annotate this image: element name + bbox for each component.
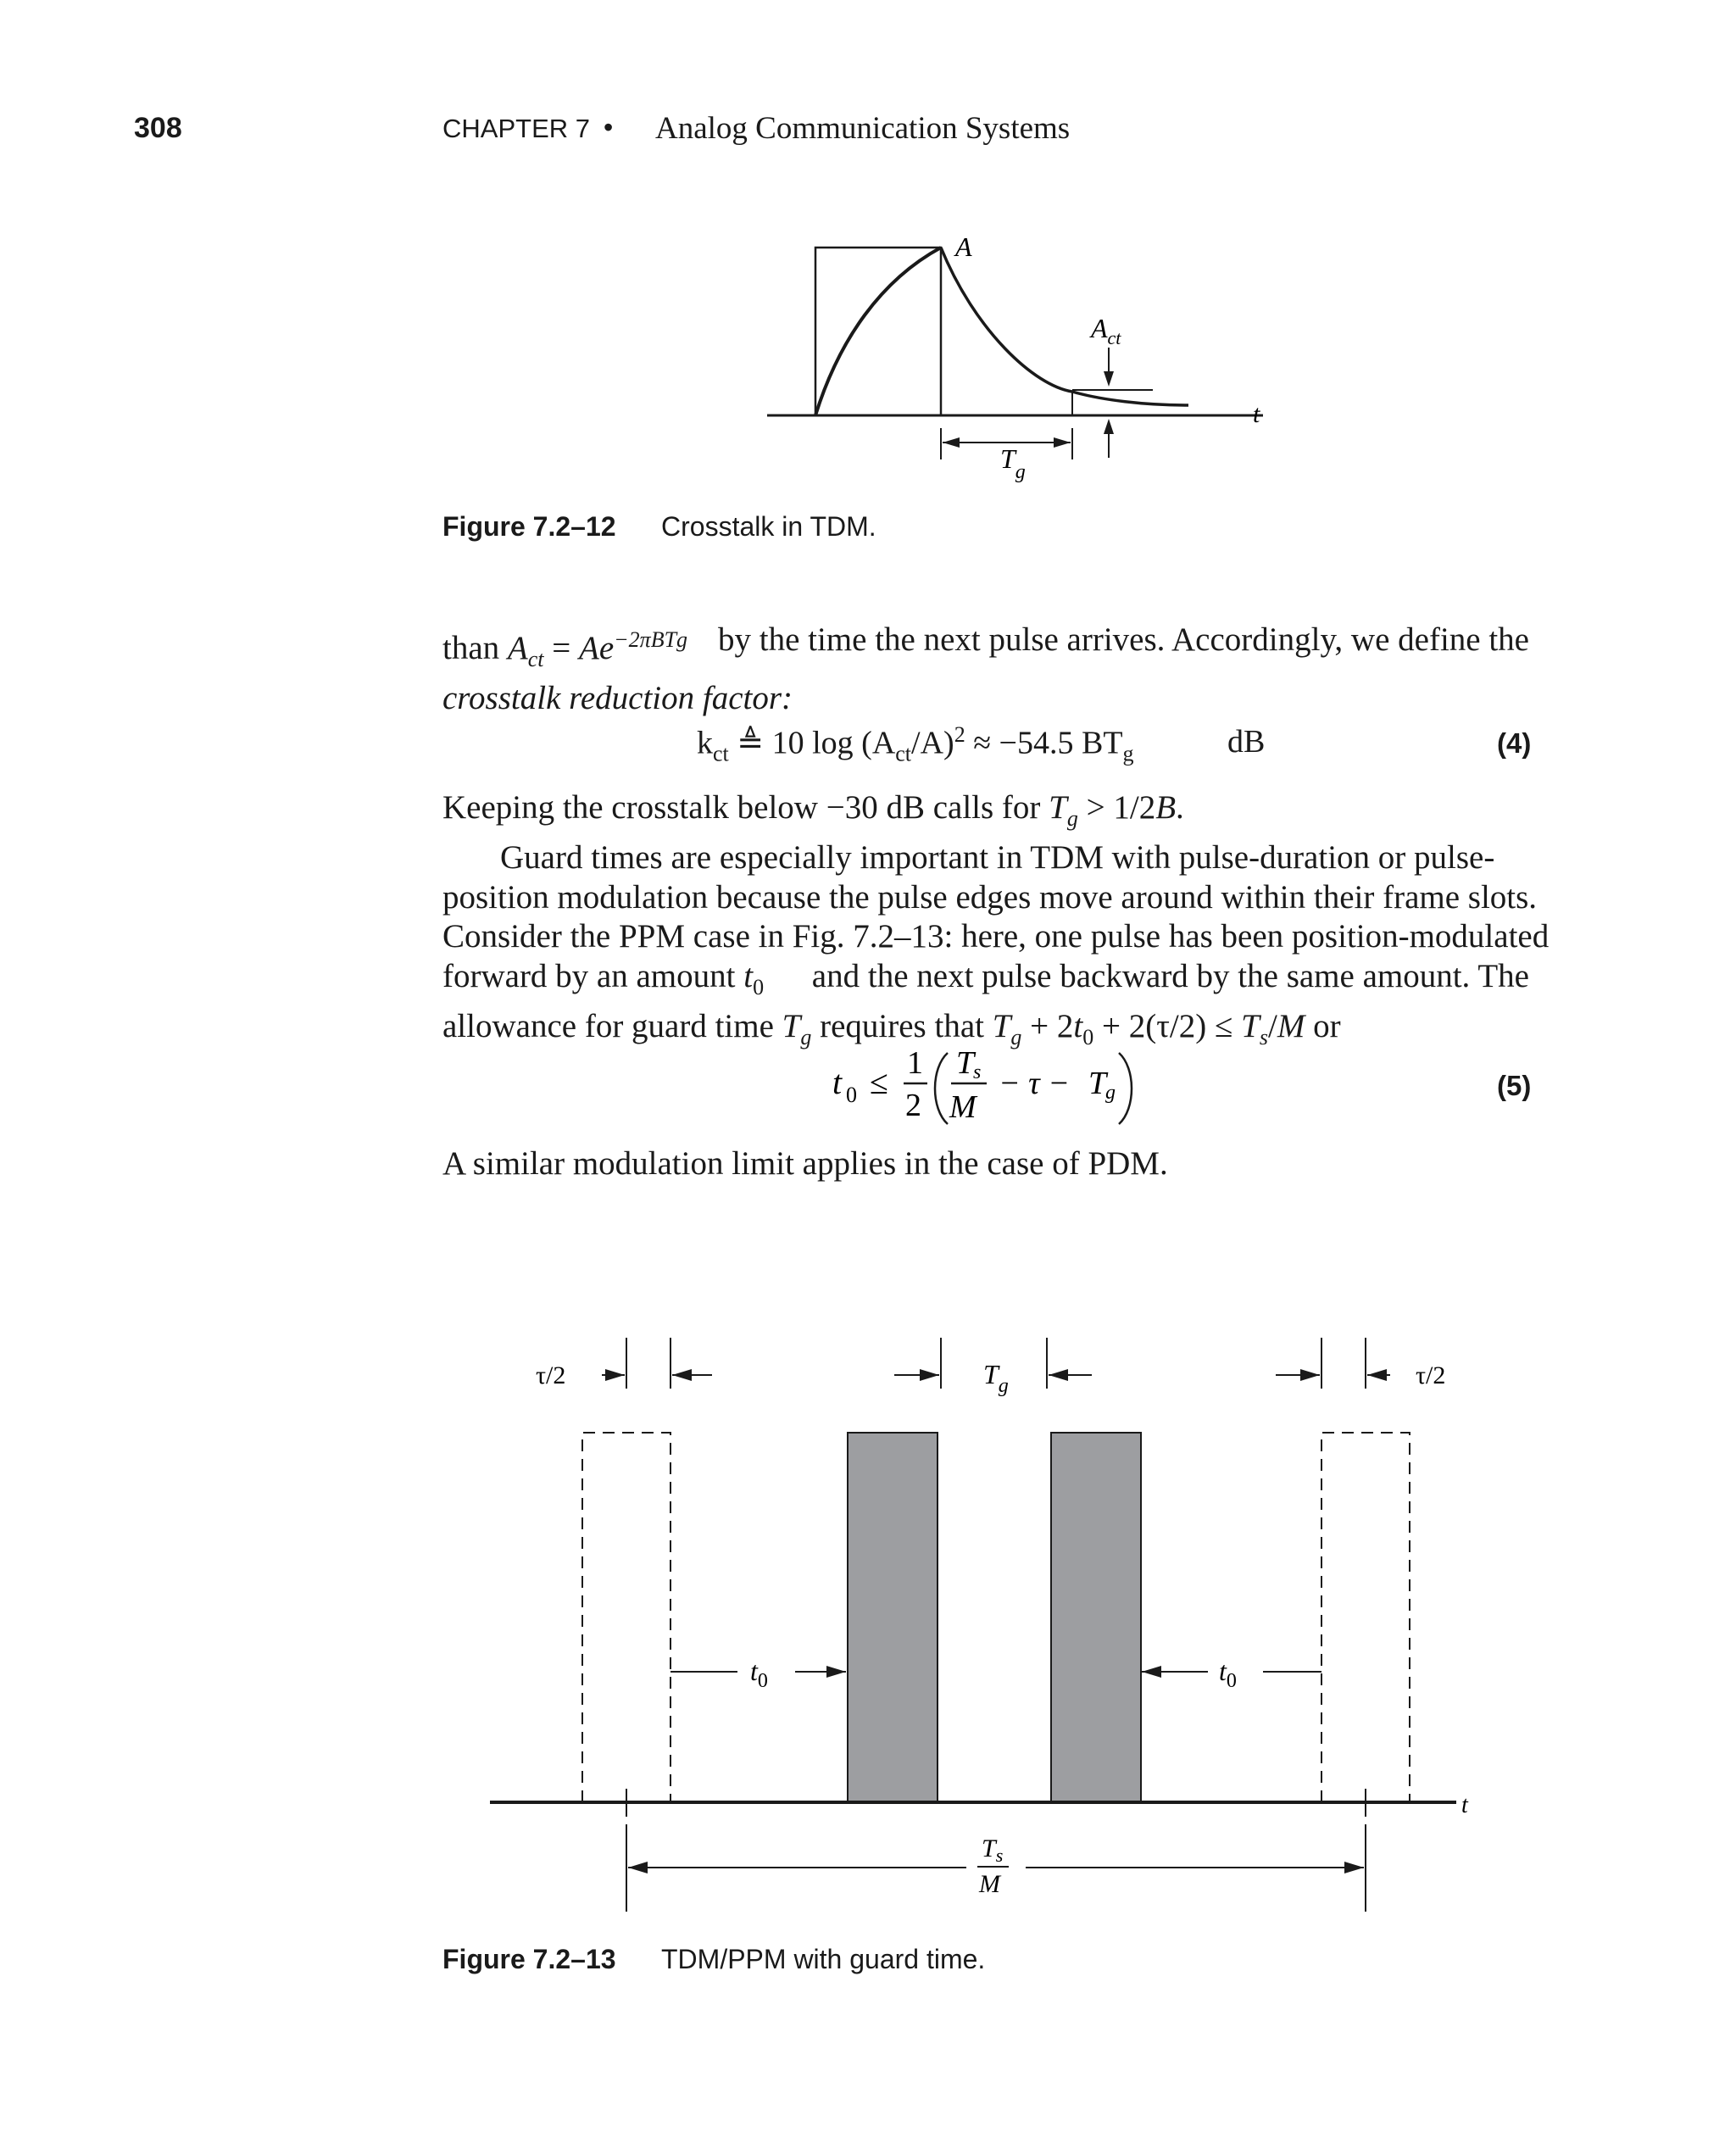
rise-curve	[815, 248, 941, 415]
text-line: crosstalk reduction factor:	[442, 680, 793, 717]
chapter-title: Analog Communication Systems	[655, 111, 1071, 146]
svg-text:g: g	[1105, 1082, 1116, 1104]
equation-5-number: (5)	[1497, 1070, 1532, 1101]
label-t0-left: $t_0$	[750, 1656, 768, 1692]
svg-text:T: T	[1088, 1066, 1107, 1101]
svg-text:0: 0	[846, 1083, 857, 1107]
dashed-pulse-left	[582, 1433, 670, 1802]
chapter-label: CHAPTER 7	[442, 114, 590, 143]
text-line: position modulation because the pulse edges move around within their frame slots.	[442, 878, 1538, 916]
svg-text:t: t	[832, 1063, 843, 1101]
svg-text:T: T	[956, 1045, 975, 1081]
label-t-axis: t	[1253, 400, 1260, 428]
header-separator: •	[604, 112, 614, 142]
label-Act: $A_{ct}$	[1091, 313, 1121, 348]
label-t0-right: $t_0$	[1219, 1656, 1237, 1692]
paragraph-intro	[442, 621, 1529, 719]
text-line: Guard times are especially important in TDM with pulse-duration or pulse-	[500, 839, 1495, 877]
svg-text:≤: ≤	[870, 1063, 888, 1101]
text-line: forward by an amount $t_0$ and the next pulse backward by the same amount. The	[442, 957, 1529, 999]
paragraph-guard-times	[442, 788, 1550, 1057]
figure-13-caption: TDM/PPM with guard time.	[661, 1944, 986, 1974]
paragraph-pdm: A similar modulation limit applies in the case of PDM.	[442, 1145, 1168, 1182]
label-tau-half-left: τ/2	[536, 1361, 566, 1389]
label-Tg-2: $T_g$	[983, 1359, 1009, 1397]
decay-curve	[941, 248, 1188, 405]
figure-13-label: Figure 7.2–13	[442, 1944, 616, 1974]
text-line: allowance for guard time $T_g$ requires that $T_g + 2t_0 + 2(\tau/2) \le T_s/M$ or	[442, 1008, 1341, 1049]
rect-pulse	[815, 248, 941, 415]
equation-4-unit: dB	[1227, 724, 1266, 760]
pulse-backward	[1051, 1433, 1141, 1802]
equation-5	[814, 1034, 1170, 1127]
label-Ts: $T_s$	[982, 1834, 1004, 1866]
svg-text:2: 2	[905, 1088, 921, 1123]
label-tau-half-right: τ/2	[1416, 1361, 1446, 1389]
svg-text:− τ −: − τ −	[999, 1066, 1070, 1101]
text-line: than $A_{ct} = Ae^{-2\pi BTg}$ by the time the next pulse arrives. Accordingly, we define the	[442, 621, 1529, 671]
svg-text:M: M	[949, 1089, 976, 1125]
text-line: Keeping the crosstalk below −30 dB calls for $T_g > 1/2B$.	[442, 789, 1184, 831]
label-Tg: $T_g$	[1000, 443, 1026, 483]
pulse-forward	[848, 1433, 938, 1802]
svg-text:1: 1	[907, 1045, 923, 1081]
dashed-pulse-right	[1321, 1433, 1410, 1802]
text-line: Consider the PPM case in Fig. 7.2–13: here, one pulse has been position-modulated	[442, 918, 1550, 955]
svg-text:s: s	[973, 1061, 982, 1083]
label-M: M	[979, 1870, 1000, 1898]
figure-tdm-ppm-diagram	[0, 1306, 1736, 1984]
label-A: A	[955, 231, 972, 262]
figure-crosstalk-diagram	[0, 0, 1736, 560]
equation-4-number: (4)	[1497, 727, 1532, 759]
figure-12-caption: Crosstalk in TDM.	[661, 511, 876, 542]
equation-4: $k_{ct}$ ≜ 10 $\log (A_{ct}/A)^2 \approx -54.5$ $BT_g$	[697, 722, 1134, 766]
figure-12-label: Figure 7.2–12	[442, 511, 616, 542]
label-t-axis-2: t	[1461, 1792, 1468, 1818]
page-number: 308	[134, 112, 182, 144]
